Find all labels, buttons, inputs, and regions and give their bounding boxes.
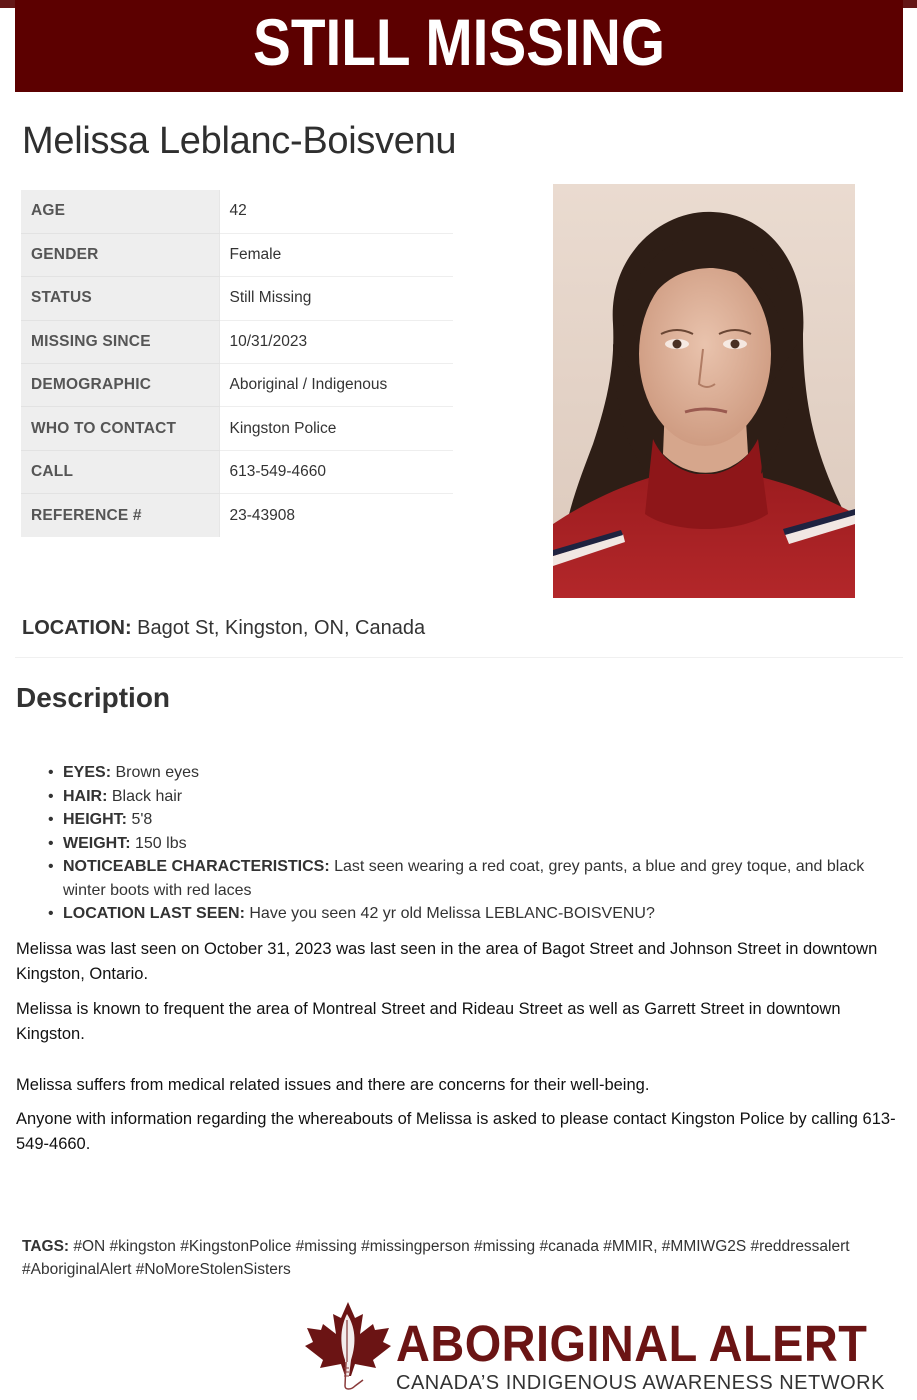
banner-title: STILL MISSING <box>252 5 666 79</box>
list-item <box>48 785 898 809</box>
detail-label: MISSING SINCE <box>21 320 219 363</box>
table-row <box>21 450 453 493</box>
person-name: Melissa Leblanc-Boisvenu <box>22 120 457 162</box>
attribute-label: EYES: <box>63 764 112 781</box>
table-row <box>21 407 453 450</box>
detail-value: Female <box>219 233 453 276</box>
location-line <box>22 614 425 642</box>
detail-label: CALL <box>21 450 219 493</box>
table-row <box>21 320 453 363</box>
tags-value: #ON #kingston #KingstonPolice #missing #missingperson #missing #canada #MMIR, #MMIWG2S #reddressalert #AboriginalAlert #NoMoreStolenSisters <box>22 1238 850 1278</box>
description-heading: Description <box>16 682 171 713</box>
detail-label: AGE <box>21 190 219 233</box>
list-item <box>48 902 898 926</box>
attribute-value: Brown eyes <box>111 764 200 781</box>
table-row <box>21 233 453 276</box>
attribute-label: WEIGHT: <box>63 834 131 852</box>
attribute-label: NOTICEABLE CHARACTERISTICS: <box>63 858 330 875</box>
attributes-list <box>48 761 898 926</box>
detail-label: WHO TO CONTACT <box>21 407 219 450</box>
attribute-label: HEIGHT: <box>63 811 127 828</box>
table-row <box>21 494 453 537</box>
divider <box>15 657 903 658</box>
location-label: LOCATION: <box>22 617 132 639</box>
detail-value: 42 <box>219 190 453 233</box>
attribute-value: Black hair <box>107 787 183 805</box>
detail-label: GENDER <box>21 233 219 276</box>
maple-leaf-feather-icon <box>303 1300 393 1394</box>
location-value: Bagot St, Kingston, ON, Canada <box>131 617 426 639</box>
table-row <box>21 190 453 233</box>
detail-value: 23-43908 <box>219 494 453 537</box>
tags-label: TAGS: <box>22 1238 70 1255</box>
status-banner <box>15 0 903 92</box>
description-paragraph: Anyone with information regarding the whereabouts of Melissa is asked to please contact Kingston Police by calling 613-549-4660. <box>16 1110 896 1153</box>
detail-value: Still Missing <box>219 277 453 320</box>
list-item <box>48 761 898 785</box>
list-item <box>48 855 898 902</box>
detail-label: REFERENCE # <box>21 494 219 537</box>
details-table <box>21 190 453 537</box>
attribute-label: LOCATION LAST SEEN: <box>63 905 245 922</box>
attribute-value: Have you seen 42 yr old Melissa LEBLANC-BOISVENU? <box>244 905 655 922</box>
logo-title: ABORIGINAL ALERT <box>396 1315 868 1372</box>
list-item <box>48 808 898 832</box>
attribute-value: Last seen wearing a red coat, grey pants, a blue and grey toque, and black winter boots with red laces <box>63 858 865 899</box>
detail-value: 613-549-4660 <box>219 450 453 493</box>
list-item <box>48 832 898 856</box>
person-photo <box>553 184 855 598</box>
detail-label: STATUS <box>21 277 219 320</box>
detail-value: Kingston Police <box>219 407 453 450</box>
table-row <box>21 277 453 320</box>
detail-value: Aboriginal / Indigenous <box>219 364 453 407</box>
table-row <box>21 364 453 407</box>
attribute-value: 150 lbs <box>130 834 187 852</box>
logo-subtitle: CANADA’S INDIGENOUS AWARENESS NETWORK <box>396 1372 885 1394</box>
description-paragraph: Melissa is known to frequent the area of Montreal Street and Rideau Street as well as Garrett Street in downtown Kingston. <box>16 1000 841 1043</box>
detail-value: 10/31/2023 <box>219 320 453 363</box>
detail-label: DEMOGRAPHIC <box>21 364 219 407</box>
description-paragraph: Melissa suffers from medical related issues and there are concerns for their well-being. <box>16 1076 650 1094</box>
attribute-value: 5'8 <box>127 811 153 828</box>
aboriginal-alert-logo <box>303 1300 883 1400</box>
tags-line <box>22 1235 882 1281</box>
description-paragraph: Melissa was last seen on October 31, 2023 was last seen in the area of Bagot Street and Johnson Street in downtown Kingston, Ontario. <box>16 940 878 983</box>
attribute-label: HAIR: <box>63 787 108 805</box>
